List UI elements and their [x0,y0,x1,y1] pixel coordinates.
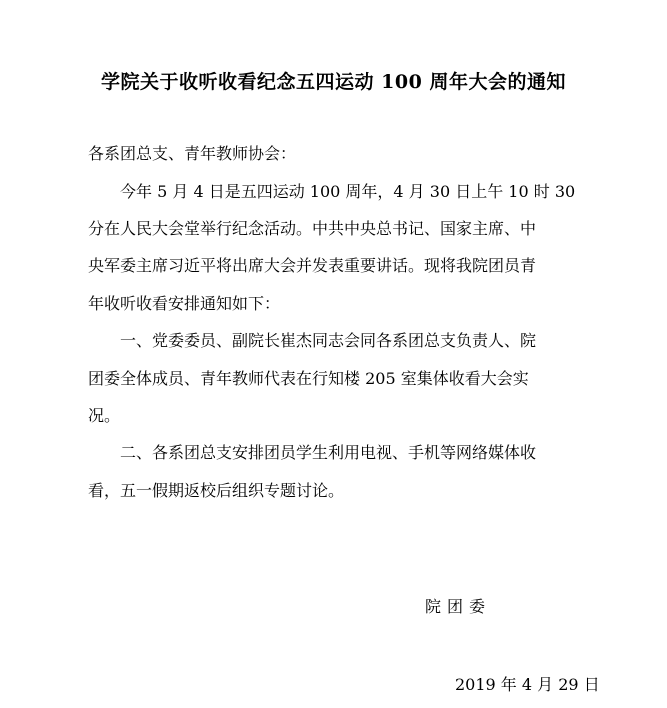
paragraph-1-line-2: 分在人民大会堂举行纪念活动。中共中央总书记、国家主席、中 [88,219,537,238]
paragraph-2-line-1: 一、党委委员、副院长崔杰同志会同各系团总支负责人、院 [120,331,537,350]
paragraph-3-line-2: 看，五一假期返校后组织专题讨论。 [88,481,345,500]
paragraph-1-line-3: 央军委主席习近平将出席大会并发表重要讲话。现将我院团员青 [88,256,537,275]
paragraph-2-line-2: 团委全体成员、青年教师代表在行知楼 205 室集体收看大会实 [88,369,529,388]
salutation: 各系团总支、青年教师协会： [88,144,297,163]
paragraph-1-line-1: 今年 5 月 4 日是五四运动 100 周年，4 月 30 日上午 10 时 30 [120,182,576,201]
paragraph-2-line-3: 况。 [88,406,121,425]
issue-date: 2019 年 4 月 29 日 [455,675,600,694]
paragraph-3-line-1: 二、各系团总支安排团员学生利用电视、手机等网络媒体收 [120,443,537,462]
paragraph-1-line-4: 年收听收看安排通知如下： [88,294,281,313]
document-title: 学院关于收听收看纪念五四运动 100 周年大会的通知 [101,71,566,93]
signature-issuer: 院团委 [425,597,492,616]
